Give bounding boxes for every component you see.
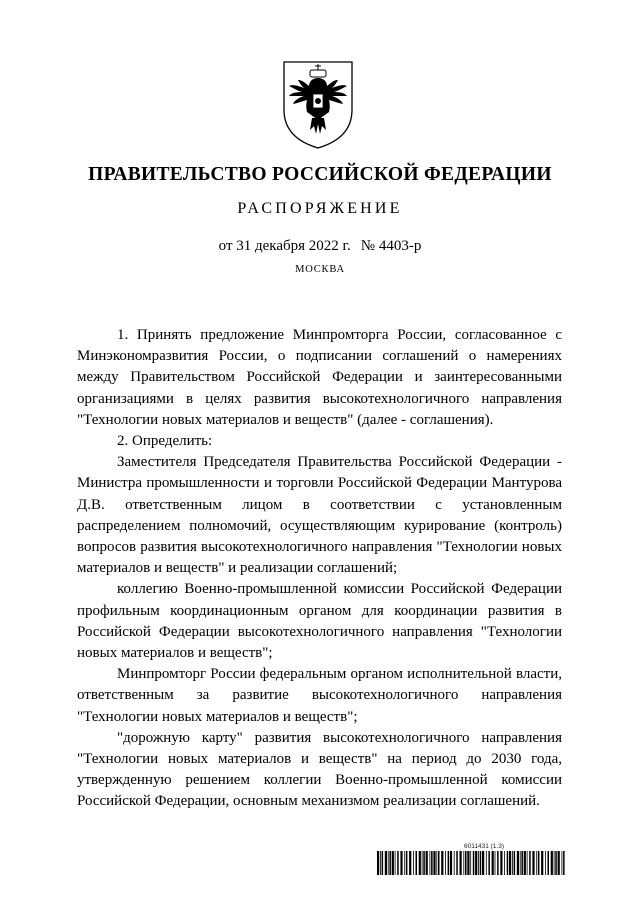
document-city: МОСКВА: [295, 264, 345, 275]
coat-of-arms-icon: [276, 58, 360, 150]
paragraph: "дорожную карту" развития высокотехнологичного направления "Технологии новых материалов и веществ" на период до 2030 года, утвержденную решением коллегии Военно-промышленной комиссии Российской Федерации, основным механизмом реализации соглашений.: [77, 729, 562, 810]
paragraph: Минпромторг России федеральным органом исполнительной власти, ответственным за развитие высокотехнологичного направления "Технологии новых материалов и веществ";: [77, 666, 562, 725]
paragraph: коллегию Военно-промышленной комиссии Российской Федерации профильным координационным органом для координации развития в Российской Федерации высокотехнологичного направления "Технологии новых материалов и веществ";: [77, 581, 562, 662]
document-date: от 31 декабря 2022 г.: [218, 238, 351, 254]
barcode-icon: [377, 851, 567, 875]
document-type: РАСПОРЯЖЕНИЕ: [237, 200, 403, 217]
date-line: [0, 238, 640, 255]
barcode-label: 6011431 (1.3): [464, 843, 504, 850]
paragraph: Заместителя Председателя Правительства Российской Федерации - Министра промышленности и торговли Российской Федерации Мантурова Д.В. ответственным лицом в соответствии с установленным распределением полномочий, осуществляющим курирование (контроль) вопросов развития высокотехнологичного направления "Технологии новых материалов и веществ" и реализации соглашений;: [77, 454, 562, 577]
document-body: [77, 325, 562, 813]
paragraph: 1. Принять предложение Минпромторга России, согласованное с Минэкономразвития России, о подписании соглашений о намерениях между Правительством Российской Федерации и заинтересованными организациями в целях развития высокотехнологичного направления "Технологии новых материалов и веществ" (далее - соглашения).: [77, 327, 562, 428]
page-title: ПРАВИТЕЛЬСТВО РОССИЙСКОЙ ФЕДЕРАЦИИ: [88, 164, 552, 185]
document-number: № 4403-р: [360, 238, 422, 254]
paragraph: 2. Определить:: [117, 433, 213, 450]
